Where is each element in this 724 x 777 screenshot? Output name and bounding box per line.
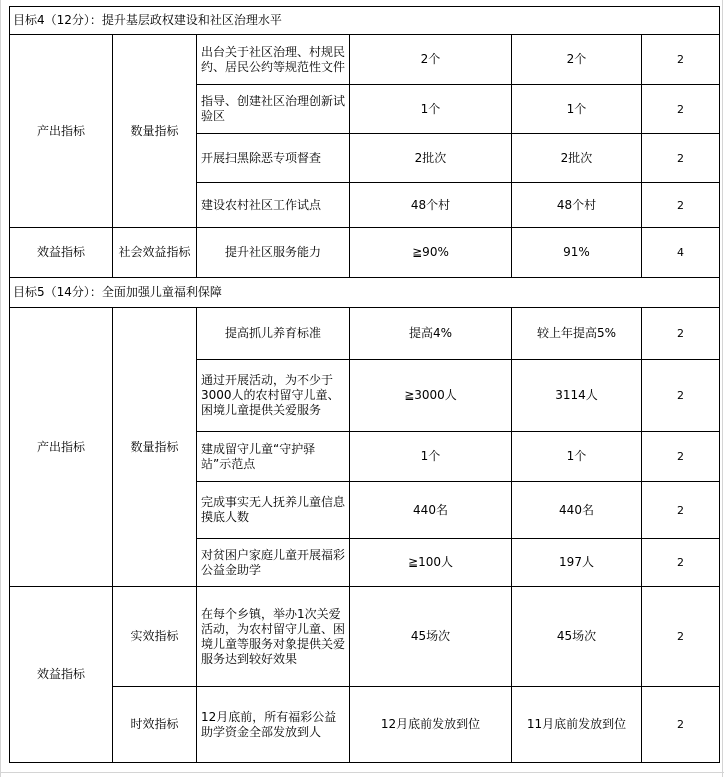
- actual-cell[interactable]: 2批次: [512, 134, 642, 183]
- indicator-cell[interactable]: 开展扫黑除恶专项督查: [197, 134, 350, 183]
- category-cell[interactable]: 效益指标: [10, 228, 113, 278]
- score-cell[interactable]: 2: [642, 482, 720, 539]
- grid-line-left: [0, 0, 1, 777]
- subcategory-cell[interactable]: 社会效益指标: [113, 228, 197, 278]
- indicator-cell[interactable]: 建成留守儿童“守护驿站”示范点: [197, 432, 350, 482]
- actual-cell[interactable]: 440名: [512, 482, 642, 539]
- table-row: [10, 308, 720, 360]
- indicator-cell[interactable]: 指导、创建社区治理创新试验区: [197, 85, 350, 134]
- score-cell[interactable]: 2: [642, 308, 720, 360]
- goal-header-row: [10, 7, 720, 35]
- score-cell[interactable]: 2: [642, 432, 720, 482]
- subcategory-cell[interactable]: 实效指标: [113, 587, 197, 687]
- goal-header-row: [10, 278, 720, 308]
- indicator-cell[interactable]: 在每个乡镇，举办1次关爱活动，为农村留守儿童、困境儿童等服务对象提供关爱服务达到较好效果: [197, 587, 350, 687]
- table-row: [10, 587, 720, 687]
- score-cell[interactable]: 4: [642, 228, 720, 278]
- goal4-title[interactable]: 目标4（12分）：提升基层政权建设和社区治理水平: [10, 7, 720, 35]
- category-cell[interactable]: 效益指标: [10, 587, 113, 763]
- actual-cell[interactable]: 1个: [512, 85, 642, 134]
- actual-cell[interactable]: 1个: [512, 432, 642, 482]
- score-cell[interactable]: 2: [642, 85, 720, 134]
- target-cell[interactable]: 12月底前发放到位: [350, 687, 512, 763]
- table-row: [10, 228, 720, 278]
- score-cell[interactable]: 2: [642, 183, 720, 228]
- subcategory-cell[interactable]: 数量指标: [113, 308, 197, 587]
- score-cell[interactable]: 2: [642, 360, 720, 432]
- target-cell[interactable]: 440名: [350, 482, 512, 539]
- score-cell[interactable]: 2: [642, 134, 720, 183]
- grid-line-right: [722, 0, 723, 777]
- actual-cell[interactable]: 91%: [512, 228, 642, 278]
- target-cell[interactable]: ≧90%: [350, 228, 512, 278]
- actual-cell[interactable]: 45场次: [512, 587, 642, 687]
- performance-indicator-table: [9, 6, 720, 763]
- table-row: [10, 687, 720, 763]
- target-cell[interactable]: 1个: [350, 85, 512, 134]
- indicator-cell[interactable]: 提高抓儿养育标准: [197, 308, 350, 360]
- target-cell[interactable]: 2个: [350, 35, 512, 85]
- actual-cell[interactable]: 11月底前发放到位: [512, 687, 642, 763]
- target-cell[interactable]: ≧3000人: [350, 360, 512, 432]
- indicator-cell[interactable]: 完成事实无人抚养儿童信息摸底人数: [197, 482, 350, 539]
- target-cell[interactable]: 2批次: [350, 134, 512, 183]
- target-cell[interactable]: 1个: [350, 432, 512, 482]
- target-cell[interactable]: 45场次: [350, 587, 512, 687]
- indicator-cell[interactable]: 12月底前，所有福彩公益助学资金全部发放到人: [197, 687, 350, 763]
- target-cell[interactable]: ≧100人: [350, 539, 512, 587]
- category-cell[interactable]: 产出指标: [10, 35, 113, 228]
- actual-cell[interactable]: 197人: [512, 539, 642, 587]
- actual-cell[interactable]: 2个: [512, 35, 642, 85]
- subcategory-cell[interactable]: 数量指标: [113, 35, 197, 228]
- actual-cell[interactable]: 48个村: [512, 183, 642, 228]
- actual-cell[interactable]: 较上年提高5%: [512, 308, 642, 360]
- indicator-cell[interactable]: 对贫困户家庭儿童开展福彩公益金助学: [197, 539, 350, 587]
- category-cell[interactable]: 产出指标: [10, 308, 113, 587]
- grid-line-bottom: [0, 772, 724, 773]
- subcategory-cell[interactable]: 时效指标: [113, 687, 197, 763]
- target-cell[interactable]: 48个村: [350, 183, 512, 228]
- indicator-cell[interactable]: 提升社区服务能力: [197, 228, 350, 278]
- score-cell[interactable]: 2: [642, 35, 720, 85]
- target-cell[interactable]: 提高4%: [350, 308, 512, 360]
- score-cell[interactable]: 2: [642, 587, 720, 687]
- score-cell[interactable]: 2: [642, 539, 720, 587]
- indicator-cell[interactable]: 出台关于社区治理、村规民约、居民公约等规范性文件: [197, 35, 350, 85]
- score-cell[interactable]: 2: [642, 687, 720, 763]
- goal5-title[interactable]: 目标5（14分）：全面加强儿童福利保障: [10, 278, 720, 308]
- indicator-cell[interactable]: 建设农村社区工作试点: [197, 183, 350, 228]
- table-row: [10, 35, 720, 85]
- indicator-cell[interactable]: 通过开展活动，为不少于3000人的农村留守儿童、困境儿童提供关爱服务: [197, 360, 350, 432]
- actual-cell[interactable]: 3114人: [512, 360, 642, 432]
